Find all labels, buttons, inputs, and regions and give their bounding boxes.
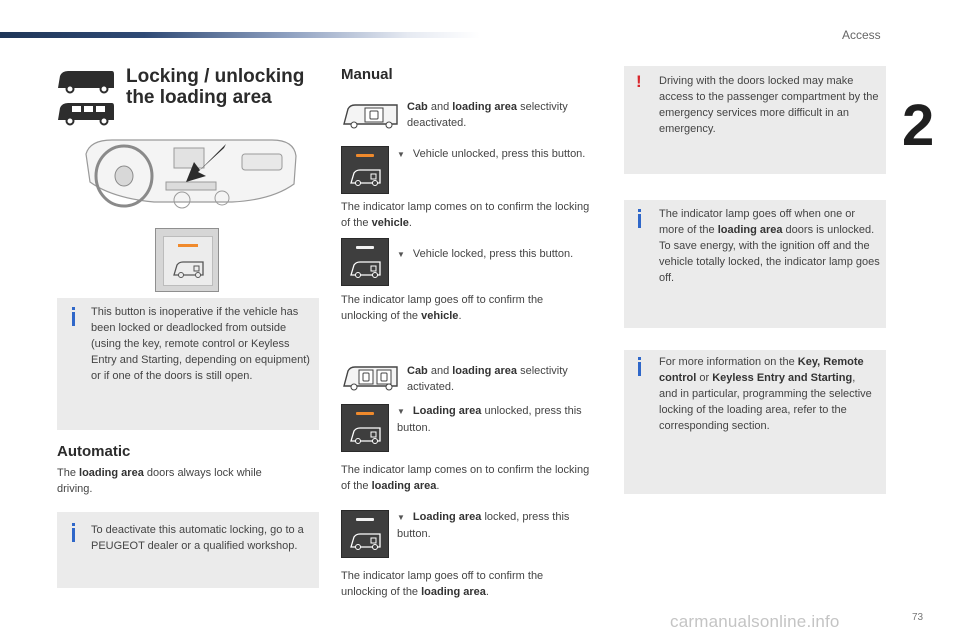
info-icon xyxy=(72,528,75,542)
selectivity-deactivated: Cab and loading area selectivity deactivated. xyxy=(407,101,568,129)
header-bar xyxy=(0,32,480,38)
vehicle-unlocked-instruction: ▼ Vehicle unlocked, press this button. xyxy=(397,148,586,160)
van-lock-icon xyxy=(172,259,206,279)
warning-box xyxy=(624,66,886,174)
info-box-more xyxy=(624,350,886,494)
info-more-text: For more information on the Key, Remote control or Keyless Entry and Starting, and in particular, programming the selective locking of the loading area, refer to the corresponding section. xyxy=(659,356,872,432)
page-number: 73 xyxy=(912,612,924,623)
automatic-text: The loading area doors always lock while driving. xyxy=(57,467,262,495)
van-cab-unlocked-icon xyxy=(341,100,401,130)
info-icon xyxy=(638,362,641,376)
loading-area-unlocked-confirm: The indicator lamp comes on to confirm the locking of the loading area. xyxy=(341,464,590,492)
info-box-lamp xyxy=(624,200,886,328)
warning-text: Driving with the doors locked may make access to the passenger compartment by the emergency services more difficult in an emergency. xyxy=(659,75,879,135)
loading-area-locked-confirm: The indicator lamp goes off to confirm the unlocking of the loading area. xyxy=(341,570,544,598)
van-cab-locked-icon xyxy=(341,362,401,392)
bullet-icon: ▼ xyxy=(397,250,405,259)
info-box-inoperative xyxy=(57,298,319,430)
vehicle-locked-instruction: ▼ Vehicle locked, press this button. xyxy=(397,248,574,260)
page-title: Locking / unlocking the loading area xyxy=(126,66,305,108)
indicator-lamp-on xyxy=(178,244,198,247)
watermark: carmanualsonline.info xyxy=(670,612,840,631)
van-lock-icon xyxy=(349,531,383,551)
bullet-icon: ▼ xyxy=(397,150,405,159)
loading-area-unlocked-instruction: ▼ Loading area unlocked, press this button. xyxy=(397,405,582,434)
loading-area-button-lamp-off xyxy=(341,510,389,558)
lock-button-lamp-on xyxy=(341,146,389,194)
info-lamp-text: The indicator lamp goes off when one or more of the loading area doors is unlocked. To save energy, with the ignition off and the vehicle totally locked, the indicator lamp goes off. xyxy=(659,208,880,284)
loading-area-locked-instruction: ▼ Loading area locked, press this button. xyxy=(397,511,570,540)
dashboard-illustration xyxy=(82,134,300,222)
info-icon xyxy=(72,312,75,326)
van-windowed-icon xyxy=(58,103,114,125)
section-name: Access xyxy=(842,28,881,42)
van-side-icon xyxy=(58,71,114,93)
automatic-heading: Automatic xyxy=(57,443,131,460)
info-box-automatic xyxy=(57,512,319,588)
van-lock-icon xyxy=(349,167,383,187)
lamp-on xyxy=(356,412,374,415)
selectivity-activated: Cab and loading area selectivity activated. xyxy=(407,365,568,393)
van-lock-icon xyxy=(349,259,383,279)
chapter-number: 2 xyxy=(902,93,935,158)
lamp-on xyxy=(356,154,374,157)
warning-icon: ! xyxy=(636,72,642,91)
vehicle-locked-confirm: The indicator lamp goes off to confirm the unlocking of the vehicle. xyxy=(341,294,544,322)
van-icons xyxy=(56,66,118,126)
loading-area-button-lamp-on xyxy=(341,404,389,452)
bullet-icon: ▼ xyxy=(397,407,405,416)
automatic-info-text: To deactivate this automatic locking, go to a PEUGEOT dealer or a qualified workshop. xyxy=(91,524,304,552)
lock-button-lamp-off xyxy=(341,238,389,286)
info-inoperative-text: This button is inoperative if the vehicle has been locked or deadlocked from outside (using the key, remote control or Keyless Entry and Starting, depending on equipment) or if one of the doors is still open. xyxy=(91,306,310,382)
bullet-icon: ▼ xyxy=(397,513,405,522)
lamp-off xyxy=(356,246,374,249)
van-lock-icon xyxy=(349,425,383,445)
info-icon xyxy=(638,214,641,228)
manual-heading: Manual xyxy=(341,66,393,83)
lamp-off xyxy=(356,518,374,521)
button-closeup xyxy=(155,228,219,292)
vehicle-unlocked-confirm: The indicator lamp comes on to confirm the locking of the vehicle. xyxy=(341,201,590,229)
